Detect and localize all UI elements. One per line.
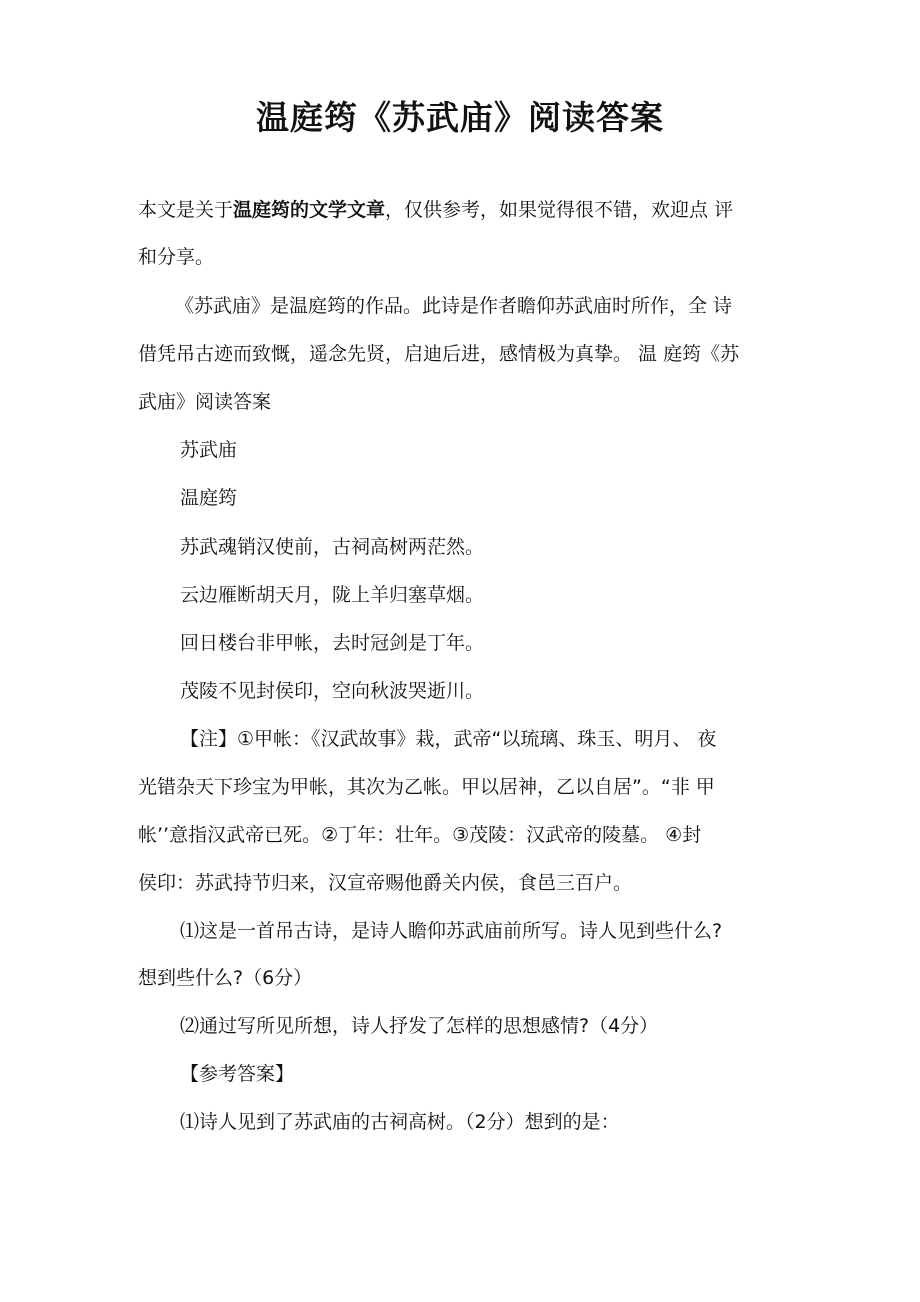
- poem-line: 回日楼台非甲帐，去时冠剑是丁年。: [180, 632, 485, 654]
- question-1-line-1: ⑴这是一首吊古诗，是诗人瞻仰苏武庙前所写。诗人见到些什么?: [180, 920, 723, 942]
- note-line-1: 【注】①甲帐：《汉武故事》栽，武帝“以琉璃、珠玉、明月、 夜: [180, 728, 717, 750]
- intro-line-2: 和分享。: [138, 246, 215, 268]
- note-line-3: 帐’’意指汉武帝已死。②丁年：壮年。③茂陵：汉武帝的陵墓。 ④封: [138, 824, 702, 846]
- poem-line: 茂陵不见封侯印，空向秋波哭逝川。: [180, 680, 485, 702]
- poem-line: 苏武魂销汉使前，古祠高树两茫然。: [180, 536, 485, 558]
- question-1-line-2: 想到些什么?（6分）: [138, 967, 313, 989]
- intro-line-1: [138, 196, 733, 224]
- intro-bold: 温庭筠的文学文章: [233, 199, 386, 221]
- answer-1: ⑴诗人见到了苏武庙的古祠高树。（2分）想到的是：: [180, 1111, 620, 1133]
- question-2: ⑵通过写所见所想，诗人抒发了怎样的思想感情?（4分）: [180, 1015, 659, 1037]
- note-line-2: 光错杂天下珍宝为甲帐，其次为乙帐。甲以居神，乙以自居”。“非 甲: [138, 776, 715, 798]
- para1-line-3: 武庙》阅读答案: [138, 391, 272, 413]
- para1-line-2: 借凭吊古迹而致慨，遥念先贤，启迪后进，感情极为真挚。 温 庭筠《苏: [138, 343, 740, 365]
- poem-line: 云边雁断胡天月，陇上羊归塞草烟。: [180, 584, 485, 606]
- intro-suffix: ，仅供参考，如果觉得很不错，欢迎点 评: [385, 199, 734, 221]
- answer-heading: 【参考答案】: [180, 1063, 295, 1085]
- page-title: 温庭筠《苏武庙》阅读答案: [256, 98, 664, 137]
- para1-line-1: 《苏武庙》是温庭筠的作品。此诗是作者瞻仰苏武庙时所作，全 诗: [175, 295, 733, 317]
- poem-author: 温庭筠: [180, 487, 238, 509]
- intro-prefix: 本文是关于: [138, 199, 234, 221]
- note-line-4: 侯印：苏武持节归来，汉宣帝赐他爵关内侯，食邑三百户。: [138, 872, 633, 894]
- poem-title: 苏武庙: [180, 439, 238, 461]
